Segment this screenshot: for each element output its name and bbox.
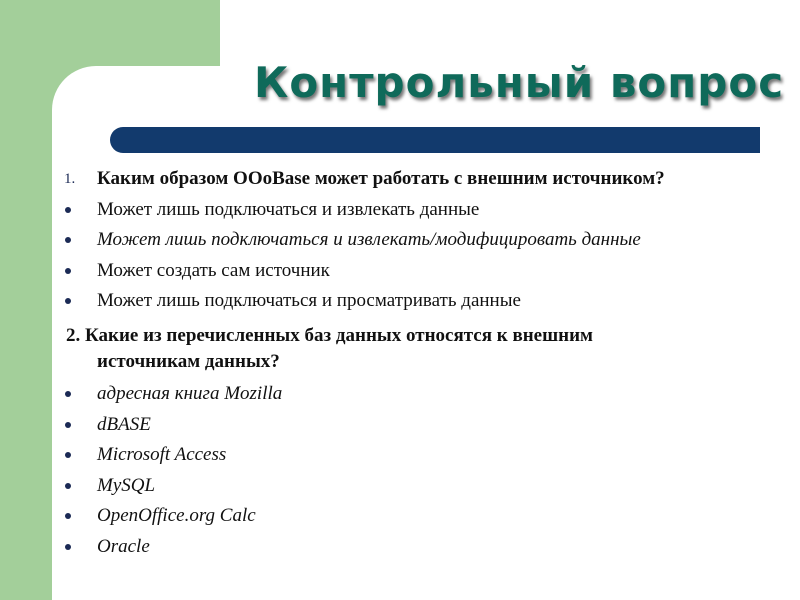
slide-content xyxy=(60,164,780,563)
option-text: MySQL xyxy=(97,474,156,496)
list-item xyxy=(60,225,780,256)
list-item xyxy=(60,471,780,502)
list-item xyxy=(60,286,780,317)
bullet-icon xyxy=(65,452,71,458)
bullet-icon xyxy=(65,544,71,550)
list-item xyxy=(60,440,780,471)
bullet-icon xyxy=(65,207,71,213)
question-text: Каким образом OOoBase может работать с внешним источником? xyxy=(97,168,665,189)
option-text: Может лишь подключаться и извлекать данные xyxy=(97,198,480,220)
bullet-icon xyxy=(65,268,71,274)
question-2 xyxy=(60,317,780,379)
slide-title: Контрольный вопрос xyxy=(254,58,785,107)
option-text: Может лишь подключаться и просматривать данные xyxy=(97,290,521,312)
option-text: Может лишь подключаться и извлекать/модифицировать данные xyxy=(97,229,641,251)
bullet-icon xyxy=(65,513,71,519)
bullet-icon xyxy=(65,391,71,397)
option-text: dBASE xyxy=(97,413,151,435)
list-item xyxy=(60,501,780,532)
question-2-line-2: источникам данных? xyxy=(97,350,280,372)
list-item xyxy=(60,195,780,226)
list-item xyxy=(60,410,780,441)
question-1 xyxy=(60,164,780,195)
question-2-line-1: 2. Какие из перечисленных баз данных относятся к внешним xyxy=(66,324,593,346)
option-text: Oracle xyxy=(97,535,150,557)
bullet-icon xyxy=(65,422,71,428)
list-item xyxy=(60,532,780,563)
title-underline-bar xyxy=(110,127,760,153)
option-text: Может создать сам источник xyxy=(97,259,330,281)
option-text: адресная книга Mozilla xyxy=(97,382,283,404)
list-item xyxy=(60,379,780,410)
option-text: OpenOffice.org Calc xyxy=(97,505,256,527)
option-text: Microsoft Access xyxy=(97,444,227,466)
bullet-icon xyxy=(65,298,71,304)
bullet-icon xyxy=(65,483,71,489)
question-number: 1. xyxy=(64,171,76,187)
list-item xyxy=(60,256,780,287)
bullet-icon xyxy=(65,237,71,243)
